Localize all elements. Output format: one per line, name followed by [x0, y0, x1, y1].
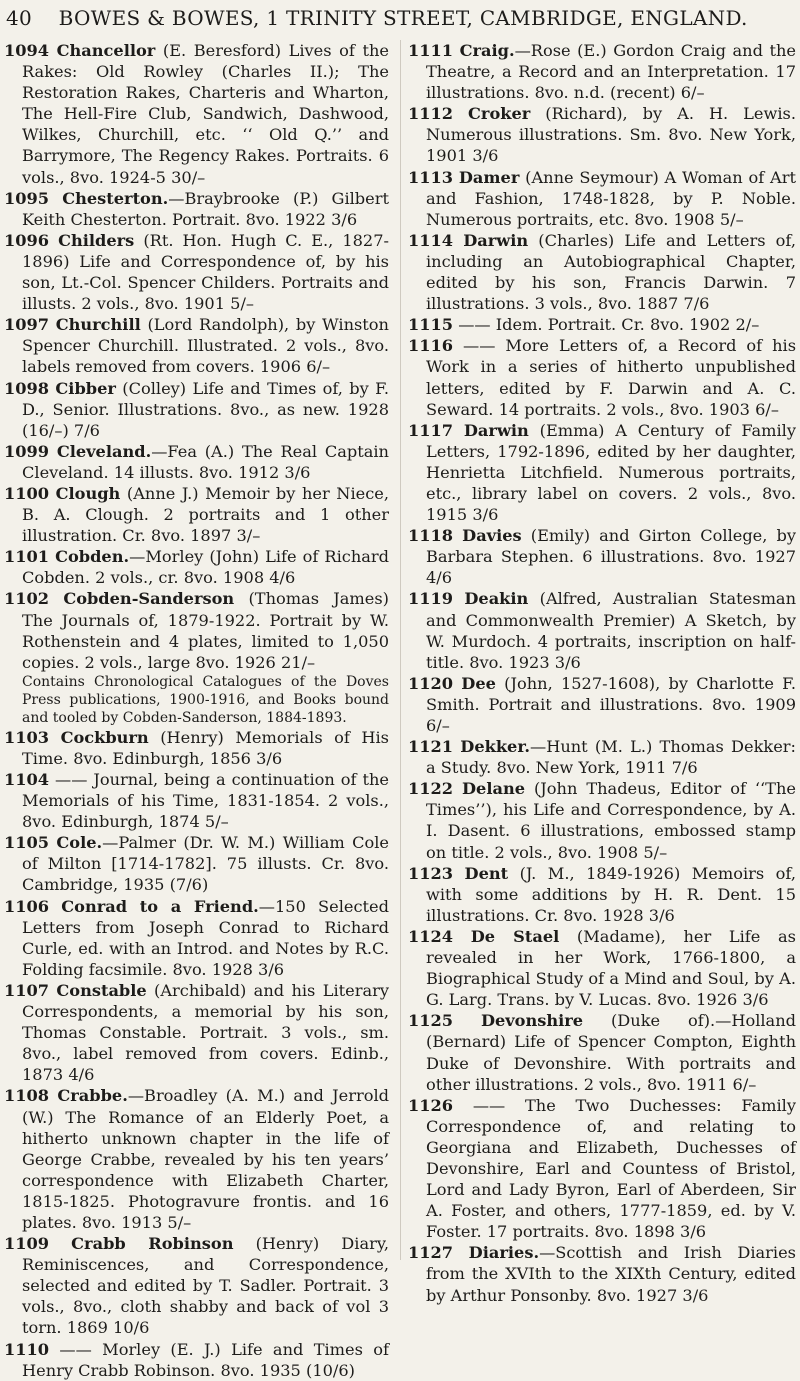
entry-text: (Colley) Life and Times of, by F. D., Senior. Illustrations. 8vo., as new. 1928 (16/–) 7/6	[22, 378, 390, 440]
entry-heading: Cockburn	[60, 727, 149, 747]
entry-heading: Croker	[468, 104, 531, 124]
page-header	[6, 6, 796, 30]
entry-heading: Damer	[458, 167, 520, 187]
entry-heading: Dent	[464, 863, 509, 883]
entry-text: (Henry) Memorials of His Time. 8vo. Edinburgh, 1856 3/6	[22, 727, 389, 768]
entry-text: Contains Chronological Catalogues of the Doves Press publications, 1900-1916, and Books bound and tooled by Cobden-Sanderson, 1884-1893.	[22, 673, 389, 726]
entry-text: —— Morley (E. J.) Life and Times of Henry Crabb Robinson. 8vo. 1935 (10/6)	[22, 1339, 389, 1380]
entry-number: 1126	[408, 1095, 454, 1115]
entry-text: (Henry) Diary, Reminiscences, and Correspondence, selected and edited by T. Sadler. Portrait. 3 vols., 8vo., cloth shabby and back of vol 3 torn. 1869 10/6	[22, 1234, 389, 1338]
entry-text: (Thomas James) The Journals of, 1879-1922. Portrait by W. Rothenstein and 4 plates, limited to 1,050 copies. 2 vols., large 8vo. 1926 21/–	[22, 589, 389, 672]
entry-text: (Rt. Hon. Hugh C. E., 1827-1896) Life and Correspondence of, by his son, Lt.-Col. Spencer Childers. Portraits and illusts. 2 vols., 8vo. 1901 5/–	[22, 230, 389, 314]
entry-heading: Craig.	[459, 41, 515, 60]
catalogue-entry	[4, 896, 389, 980]
catalogue-entry	[4, 40, 389, 188]
catalogue-entry	[408, 335, 796, 419]
entry-text: (Alfred, Australian Statesman and Commonwealth Premier) A Sketch, by W. Murdoch. 4 portraits, inscription on half-title. 8vo. 1923 3/6	[426, 589, 796, 672]
entry-text: (Richard), by A. H. Lewis. Numerous illustrations. Sm. 8vo. New York, 1901 3/6	[426, 104, 796, 166]
catalogue-entry	[4, 1233, 389, 1338]
catalogue-entry	[4, 546, 389, 588]
catalogue-entry	[408, 525, 796, 588]
entry-text: (Anne Seymour) A Woman of Art and Fashion, 1748-1828, by P. Noble. Numerous portraits, etc. 8vo. 1908 5/–	[426, 167, 796, 229]
entry-text: —— Idem. Portrait. Cr. 8vo. 1902 2/–	[458, 315, 760, 335]
entry-number: 1112	[408, 104, 454, 124]
page-header-title: BOWES & BOWES, 1 TRINITY STREET, CAMBRIDGE, ENGLAND.	[58, 6, 748, 30]
entry-text: (E. Beresford) Lives of the Rakes: Old Rowley (Charles II.); The Restoration Rakes, Charteris and Wharton, The Hell-Fire Club, Sandwich, Dashwood, Wilkes, Churchill, etc. ‘‘ Old Q.’’ and Barrymore, The Regency Rakes. Portraits. 6 vols., 8vo. 1924-5 30/–	[22, 41, 389, 187]
entry-number: 1094	[4, 41, 50, 60]
catalogue-entry	[4, 769, 389, 832]
catalogue-entry	[4, 1085, 389, 1233]
entry-text: —Broadley (A. M.) and Jerrold (W.) The Romance of an Elderly Poet, a hitherto unknown chapter in the life of George Crabbe, revealed by his ten years’ correspondence with Elizabeth Charter, 1815-1825. Photogravure frontis. and 16 plates. 8vo. 1913 5/–	[22, 1086, 389, 1232]
entry-heading: Darwin	[463, 230, 529, 250]
entry-number: 1099	[4, 441, 50, 461]
catalogue-entry	[4, 832, 389, 895]
page-number: 40	[6, 6, 33, 30]
entry-number: 1098	[4, 378, 50, 398]
entry-heading: Darwin	[463, 420, 529, 440]
entry-number: 1104	[4, 770, 50, 789]
entry-heading: De Stael	[470, 926, 560, 946]
entry-number: 1105	[4, 833, 50, 853]
catalogue-entry	[408, 588, 796, 672]
entry-heading: Churchill	[55, 315, 141, 335]
entry-text: (Anne J.) Memoir by her Niece, B. A. Clough. 2 portraits and 1 other illustration. Cr. 8vo. 1897 3/–	[22, 483, 389, 546]
entry-number: 1125	[408, 1011, 454, 1031]
entry-number: 1115	[408, 315, 454, 335]
entry-number: 1114	[408, 230, 454, 250]
entry-number: 1123	[408, 863, 454, 883]
catalogue-entry	[4, 980, 389, 1085]
entry-text: —Rose (E.) Gordon Craig and the Theatre, a Record and an Interpretation. 17 illustrations. 8vo. n.d. (recent) 6/–	[426, 41, 796, 103]
entry-text: —— Journal, being a continuation of the Memorials of his Time, 1831-1854. 2 vols., 8vo. Edinburgh, 1874 5/–	[22, 770, 390, 832]
entry-heading: Conrad to a Friend.	[61, 896, 259, 916]
entry-text: —— More Letters of, a Record of his Work in a series of hitherto unpublished letters, edited by F. Darwin and A. C. Seward. 14 portraits. 2 vols., 8vo. 1903 6/–	[426, 336, 796, 419]
entry-text: —150 Selected Letters from Joseph Conrad to Richard Curle, ed. with an Introd. and Notes by R.C. Folding facsimile. 8vo. 1928 3/6	[22, 896, 389, 979]
catalogue-entry	[4, 1339, 389, 1381]
entry-text: (Emily) and Girton College, by Barbara Stephen. 6 illustrations. 8vo. 1927 4/6	[426, 526, 796, 588]
entry-heading: Cole.	[56, 833, 103, 853]
entry-heading: Dee	[461, 673, 496, 693]
entry-text: —Morley (John) Life of Richard Cobden. 2 vols., cr. 8vo. 1908 4/6	[22, 547, 389, 588]
entry-number: 1117	[408, 420, 454, 440]
entry-heading: Deakin	[464, 589, 529, 609]
entry-number: 1102	[4, 589, 50, 609]
entry-number: 1110	[4, 1339, 50, 1359]
catalogue-entry	[4, 230, 389, 314]
entry-text: (Duke of).—Holland (Bernard) Life of Spencer Compton, Eighth Duke of Devonshire. With portraits and other illustrations. 2 vols., 8vo. 1911 6/–	[426, 1011, 796, 1094]
entry-heading: Dekker.	[460, 737, 531, 757]
entry-text: —— The Two Duchesses: Family Correspondence of, and relating to Georgiana and Elizabeth, Duchesses of Devonshire, Earl and Countess of Bristol, Lord and Lady Byron, Earl of Aberdeen, Sir A. Foster, and others, 1777-1859, ed. by V. Foster. 17 portraits. 8vo. 1898 3/6	[426, 1095, 796, 1242]
entry-text: (John Thadeus, Editor of ‘‘The Times’’), his Life and Correspondence, by A. I. Dasent. 6 illustrations, embossed stamp on title. 2 vols., 8vo. 1908 5/–	[426, 779, 796, 862]
entry-heading: Chesterton.	[62, 188, 169, 208]
entry-text: (Madame), her Life as revealed in her Work, 1766-1800, a Biographical Study of a Mind and Soul, by A. G. Larg. Trans. by V. Lucas. 8vo. 1926 3/6	[426, 926, 796, 1010]
catalogue-entry	[408, 103, 796, 166]
entry-text: (Lord Randolph), by Winston Spencer Churchill. Illustrated. 2 vols., 8vo. labels removed from covers. 1906 6/–	[22, 315, 389, 377]
entry-number: 1121	[408, 737, 454, 757]
entry-number: 1119	[408, 589, 454, 609]
entry-number: 1109	[4, 1234, 50, 1254]
entry-number: 1107	[4, 980, 50, 1000]
left-column	[4, 40, 389, 1381]
entry-heading: Constable	[56, 980, 147, 1000]
catalogue-entry	[408, 314, 796, 335]
entry-text: (J. M., 1849-1926) Memoirs of, with some additions by H. R. Dent. 15 illustrations. Cr. 8vo. 1928 3/6	[426, 863, 796, 925]
catalogue-entry	[4, 727, 389, 769]
catalogue-entry	[408, 673, 796, 736]
catalogue-entry	[408, 1095, 796, 1243]
entry-number: 1118	[408, 526, 454, 546]
column-divider	[400, 40, 401, 1260]
entry-number: 1100	[4, 483, 50, 503]
entry-text: —Braybrooke (P.) Gilbert Keith Chesterton. Portrait. 8vo. 1922 3/6	[22, 188, 389, 229]
catalogue-entry	[408, 40, 796, 103]
entry-number: 1124	[408, 926, 454, 946]
catalogue-entry	[408, 167, 796, 230]
catalogue-entry	[4, 188, 389, 230]
entry-number: 1101	[4, 547, 50, 567]
catalogue-entry	[4, 483, 389, 546]
catalogue-entry	[408, 863, 796, 926]
catalogue-entry	[4, 441, 389, 483]
right-column	[408, 40, 796, 1306]
entry-number: 1108	[4, 1086, 50, 1106]
catalogue-entry	[4, 378, 389, 441]
entry-text: —Hunt (M. L.) Thomas Dekker: a Study. 8vo. New York, 1911 7/6	[426, 737, 796, 778]
entry-number: 1127	[408, 1243, 454, 1263]
catalogue-entry	[408, 420, 796, 525]
entry-text: —Scottish and Irish Diaries from the XVIth to the XIXth Century, edited by Arthur Ponsonby. 8vo. 1927 3/6	[426, 1243, 796, 1305]
entry-number: 1120	[408, 673, 454, 693]
entry-heading: Cobden-Sanderson	[63, 589, 235, 609]
catalogue-entry	[408, 1242, 796, 1305]
catalogue-entry	[4, 314, 389, 377]
entry-number: 1106	[4, 896, 50, 916]
entry-heading: Cobden.	[55, 547, 130, 567]
entry-text: —Palmer (Dr. W. M.) William Cole of Milton [1714-1782]. 75 illusts. Cr. 8vo. Cambridge, 1935 (7/6)	[22, 833, 389, 895]
entry-text: (Archibald) and his Literary Correspondents, a memorial by his son, Thomas Constable. Portrait. 3 vols., sm. 8vo., label removed from covers. Edinb., 1873 4/6	[22, 980, 389, 1085]
entry-number: 1122	[408, 779, 454, 799]
entry-text: (John, 1527-1608), by Charlotte F. Smith. Portrait and illustrations. 8vo. 1909 6/–	[426, 673, 796, 735]
entry-heading: Cibber	[55, 378, 116, 398]
entry-number: 1096	[4, 230, 50, 250]
entry-number: 1097	[4, 315, 50, 335]
catalogue-entry	[408, 1010, 796, 1094]
entry-number: 1113	[408, 167, 454, 187]
entry-number: 1116	[408, 336, 454, 356]
entry-text: —Fea (A.) The Real Captain Cleveland. 14 illusts. 8vo. 1912 3/6	[22, 441, 389, 482]
entry-heading: Crabbe.	[57, 1086, 128, 1106]
catalogue-entry	[4, 673, 389, 727]
entry-heading: Crabb Robinson	[71, 1234, 234, 1254]
entry-number: 1103	[4, 727, 50, 747]
entry-heading: Childers	[58, 230, 135, 250]
entry-heading: Devonshire	[480, 1011, 584, 1031]
entry-heading: Chancellor	[56, 41, 156, 60]
entry-heading: Delane	[462, 779, 526, 799]
catalogue-entry	[408, 778, 796, 862]
entry-text: (Charles) Life and Letters of, including an Autobiographical Chapter, edited by his son, Francis Darwin. 7 illustrations. 3 vols., 8vo. 1887 7/6	[426, 230, 796, 314]
catalogue-entry	[408, 926, 796, 1010]
entry-heading: Diaries.	[468, 1243, 540, 1263]
catalogue-entry	[4, 588, 389, 672]
entry-heading: Cleveland.	[56, 441, 152, 461]
entry-heading: Davies	[462, 526, 522, 546]
entry-text: (Emma) A Century of Family Letters, 1792-1896, edited by her daughter, Henrietta Litchfield. Numerous portraits, etc., library label on covers. 2 vols., 8vo. 1915 3/6	[426, 420, 796, 525]
catalogue-entry	[408, 230, 796, 314]
entry-heading: Clough	[55, 483, 121, 503]
entry-number: 1111	[408, 41, 454, 60]
entry-number: 1095	[4, 188, 50, 208]
catalogue-entry	[408, 736, 796, 778]
